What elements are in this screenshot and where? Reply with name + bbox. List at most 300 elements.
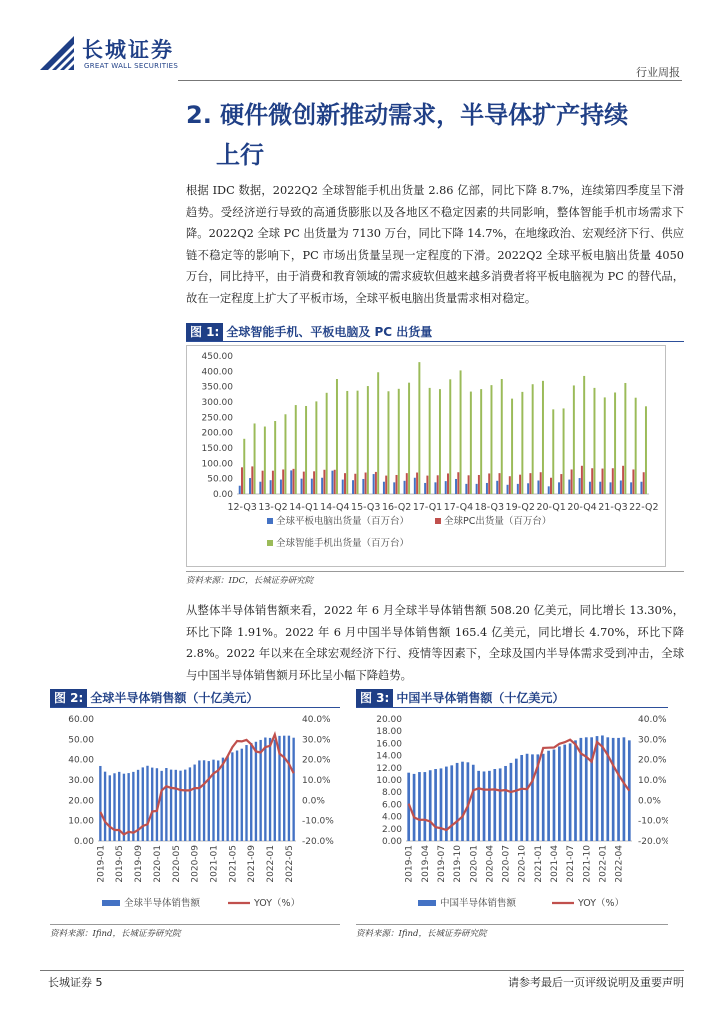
bar-sales: [274, 740, 276, 841]
bar-sales: [418, 772, 421, 841]
bar-phone: [387, 391, 389, 494]
y-tick-label: 450.00: [201, 352, 233, 362]
bar-phone: [377, 372, 379, 494]
x-tick-label: 17-Q1: [412, 502, 443, 513]
bar-tablet: [259, 482, 261, 494]
x-tick-label: 2019-04: [420, 845, 431, 883]
bar-tablet: [424, 483, 426, 494]
bar-sales: [617, 738, 620, 841]
bar-pc: [375, 472, 377, 494]
x-tick-label: 20-Q4: [567, 502, 597, 513]
bar-phone: [573, 385, 575, 494]
global-semiconductor-chart: [50, 709, 340, 921]
x-tick-label: 2020-01: [152, 845, 163, 883]
bar-pc: [478, 475, 480, 494]
bar-pc: [529, 473, 531, 494]
x-tick-label: 2021-09: [247, 845, 258, 883]
bar-sales: [292, 738, 294, 841]
bar-pc: [272, 471, 274, 494]
bar-sales: [142, 767, 144, 841]
bar-phone: [398, 389, 400, 494]
logo-chinese-name: 长城证券: [82, 38, 174, 62]
bar-pc: [334, 470, 336, 494]
figure3-chart: [356, 709, 668, 921]
bar-tablet: [280, 480, 282, 494]
bar-sales: [250, 743, 252, 841]
bar-sales: [515, 759, 518, 841]
y2-tick-label: 10.0%: [302, 776, 331, 786]
x-tick-label: 2020-04: [485, 845, 496, 883]
bar-sales: [450, 765, 453, 841]
bar-sales: [596, 736, 599, 841]
company-logo: [38, 32, 228, 78]
section-title: [186, 95, 686, 175]
bar-tablet: [558, 482, 560, 494]
bar-pc: [344, 473, 346, 494]
body-paragraph-semiconductor: 从整体半导体销售额来看，2022 年 6 月全球半导体销售额 508.20 亿美元，同比增长 13.30%，环比下降 1.91%。2022 年 6 月中国半导体销售额 165.4 亿美元，同比增长 4.70%，环比下降 2.8%。2022 年以来在全球宏观经济下行、疫情等因素下，全球及国内半导体需求受到冲击，全球与中国半导体销售额月环比呈小幅下降趋势。: [186, 604, 684, 682]
bar-sales: [558, 746, 561, 841]
y2-tick-label: -10.0%: [638, 816, 668, 827]
bar-pc: [293, 469, 295, 494]
bar-phone: [460, 370, 462, 494]
section-title-line2: 上行: [216, 141, 264, 169]
bar-sales: [151, 768, 153, 841]
bar-sales: [553, 750, 556, 842]
bar-pc: [591, 468, 593, 494]
bar-tablet: [455, 479, 457, 494]
bar-phone: [254, 423, 256, 494]
figure2-chart: [50, 709, 340, 921]
figure2-header: [50, 689, 340, 708]
x-tick-label: 12-Q3: [227, 502, 257, 513]
bar-sales: [547, 751, 550, 841]
bar-pc: [365, 473, 367, 494]
bar-sales: [236, 751, 238, 841]
bar-sales: [429, 770, 432, 841]
bar-sales: [184, 770, 186, 841]
bar-sales: [104, 772, 106, 841]
bar-sales: [264, 738, 266, 841]
bar-sales: [208, 761, 210, 841]
bar-tablet: [476, 484, 478, 494]
bar-pc: [251, 466, 253, 494]
figure1-title: 全球智能手机、平板电脑及 PC 出货量: [226, 325, 433, 339]
bar-tablet: [311, 479, 313, 494]
bar-sales: [175, 770, 177, 841]
bar-tablet: [548, 486, 550, 494]
x-tick-label: 16-Q2: [381, 502, 412, 513]
bar-tablet: [383, 482, 385, 494]
bar-phone: [470, 392, 472, 494]
section-title-line1: 2. 硬件微创新推动需求，半导体扩产持续: [186, 101, 629, 129]
bar-sales: [165, 768, 167, 841]
bar-pc: [540, 472, 542, 494]
y-tick-label: 2.00: [381, 824, 402, 835]
x-tick-label: 22-Q2: [629, 502, 659, 513]
y2-tick-label: -20.0%: [302, 837, 334, 847]
bar-tablet: [362, 479, 364, 494]
legend-label: 全球PC出货量（百万台）: [444, 516, 552, 527]
x-tick-label: 19-Q2: [505, 502, 535, 513]
figure1-header: [186, 323, 684, 342]
bar-phone: [501, 379, 503, 494]
x-tick-label: 14-Q1: [289, 502, 319, 513]
logo-english-name: GREAT WALL SECURITIES: [84, 62, 179, 70]
bar-phone: [552, 409, 554, 494]
bar-tablet: [393, 482, 395, 494]
bar-phone: [624, 383, 626, 494]
bar-sales: [423, 772, 426, 841]
bar-pc: [282, 469, 284, 494]
y-tick-label: 60.00: [68, 715, 94, 725]
bar-pc: [468, 475, 470, 494]
bar-tablet: [620, 481, 622, 494]
bar-pc: [406, 473, 408, 494]
y-tick-label: 250.00: [201, 413, 233, 424]
bar-phone: [284, 414, 286, 494]
legend-swatch: [267, 518, 273, 524]
bar-tablet: [465, 484, 467, 494]
bar-sales: [488, 771, 491, 841]
bar-sales: [226, 756, 228, 841]
bar-tablet: [414, 478, 416, 494]
x-tick-label: 2021-07: [566, 845, 577, 883]
bar-sales: [510, 763, 513, 841]
bar-pc: [632, 469, 634, 494]
bar-sales: [245, 745, 247, 841]
bar-phone: [315, 401, 317, 494]
x-tick-label: 2022-04: [614, 845, 625, 883]
x-tick-label: 2019-07: [436, 845, 447, 883]
bar-phone: [408, 383, 410, 494]
x-tick-label: 2020-10: [517, 845, 528, 883]
x-tick-label: 2021-05: [228, 845, 239, 883]
x-tick-label: 2022-05: [284, 845, 295, 883]
bar-sales: [283, 736, 285, 841]
bar-phone: [346, 391, 348, 494]
x-tick-label: 2022-01: [266, 845, 277, 883]
y2-tick-label: -10.0%: [302, 816, 334, 827]
x-tick-label: 13-Q2: [258, 502, 288, 513]
body-paragraph-shipments: 根据 IDC 数据，2022Q2 全球智能手机出货量 2.86 亿部，同比下降 8.7%，连续第四季度呈下滑趋势。受经济逆行导致的高通货膨胀以及各地区不稳定因素的共同影响，整体智能手机市场需求下降。2022Q2 全球 PC 出货量为 7130 万台，同比下降 14.7%，在地缘政治、宏观经济下行、供应链不稳定等的影响下，PC 市场出货量呈现一定程度的下滑。2022Q2 全球平板电脑出货量 4050 万台，同比持平，由于消费和教育领域的需求疲软但越来越多消费者将平板电脑视为 PC 的替代品，故在一定程度上扩大了平板市场，全球平板电脑出货量需求相对稳定。: [186, 184, 684, 305]
bar-pc: [643, 472, 645, 494]
x-tick-label: 2020-09: [190, 845, 201, 883]
bar-sales: [623, 737, 626, 841]
y-tick-label: 30.00: [68, 776, 94, 786]
bar-sales: [531, 754, 534, 841]
bar-phone: [490, 385, 492, 494]
bar-tablet: [270, 480, 272, 494]
bar-sales: [563, 745, 566, 841]
bar-phone: [532, 384, 534, 494]
bar-sales: [456, 763, 459, 841]
bar-tablet: [496, 481, 498, 494]
bar-sales: [461, 762, 464, 841]
figure3-tag: 图 3:: [356, 689, 393, 707]
bar-sales: [189, 767, 191, 841]
footer-disclaimer: 请参考最后一页评级说明及重要声明: [508, 976, 684, 989]
bar-phone: [243, 439, 245, 494]
bar-phone: [439, 389, 441, 494]
bar-sales: [477, 771, 480, 841]
bar-sales: [109, 775, 111, 841]
y-tick-label: 150.00: [201, 444, 233, 454]
bar-pc: [416, 473, 418, 494]
figure2-source: 资料来源：Ifind，长城证券研究院: [50, 924, 340, 936]
bar-phone: [449, 379, 451, 494]
bar-tablet: [610, 482, 612, 494]
bar-tablet: [527, 483, 529, 494]
shipments-bar-chart: [187, 346, 665, 566]
y-tick-label: 12.00: [376, 763, 402, 774]
bar-sales: [601, 735, 604, 841]
bar-sales: [542, 754, 545, 841]
legend-label: 全球智能手机出货量（百万台）: [276, 538, 410, 549]
bar-tablet: [445, 481, 447, 494]
x-tick-label: 2021-01: [209, 845, 220, 883]
y-tick-label: 200.00: [201, 428, 233, 439]
bar-sales: [217, 760, 219, 841]
y2-tick-label: -20.0%: [638, 837, 668, 847]
bar-phone: [480, 389, 482, 494]
x-tick-label: 2021-04: [549, 845, 560, 883]
bar-sales: [520, 755, 523, 841]
y2-tick-label: 40.0%: [302, 715, 331, 725]
bar-tablet: [342, 480, 344, 494]
bar-tablet: [404, 481, 406, 494]
figure1-source: 资料来源：IDC，长城证券研究院: [186, 571, 684, 583]
great-wall-logo-icon: [38, 34, 76, 72]
bar-phone: [583, 376, 585, 494]
bar-tablet: [486, 483, 488, 494]
report-type-label: 行业周报: [636, 66, 680, 79]
bar-tablet: [537, 481, 539, 494]
bar-phone: [593, 388, 595, 494]
y-tick-label: 6.00: [381, 800, 402, 811]
y-tick-label: 20.00: [376, 715, 402, 725]
y-tick-label: 40.00: [68, 755, 94, 766]
y-tick-label: 100.00: [201, 459, 233, 470]
legend-label-bar: 中国半导体销售额: [440, 898, 517, 909]
bar-tablet: [599, 482, 601, 494]
bar-tablet: [507, 485, 509, 494]
bar-phone: [635, 398, 637, 494]
bar-pc: [385, 476, 387, 494]
y-tick-label: 4.00: [381, 812, 402, 823]
legend-swatch-bar: [102, 900, 120, 906]
y2-tick-label: 40.0%: [638, 715, 667, 725]
bar-tablet: [434, 482, 436, 494]
x-tick-label: 2022-01: [598, 845, 609, 883]
figure2-title: 全球半导体销售额（十亿美元）: [90, 691, 259, 705]
legend-label: 全球平板电脑出货量（百万台）: [276, 516, 410, 527]
bar-pc: [509, 476, 511, 494]
bar-pc: [447, 473, 449, 494]
bar-sales: [590, 737, 593, 841]
bar-sales: [241, 749, 243, 841]
figure3-header: [356, 689, 668, 708]
bar-pc: [313, 471, 315, 494]
legend-label-line: YOY（%）: [254, 898, 301, 909]
bar-tablet: [331, 471, 333, 494]
x-tick-label: 21-Q3: [598, 502, 628, 513]
y-tick-label: 8.00: [381, 788, 402, 799]
y-tick-label: 20.00: [68, 796, 94, 807]
bar-sales: [193, 765, 195, 841]
x-tick-label: 2020-01: [469, 845, 480, 883]
bar-pc: [550, 478, 552, 494]
x-tick-label: 14-Q4: [320, 502, 350, 513]
bar-pc: [488, 473, 490, 494]
x-tick-label: 2019-05: [115, 845, 126, 883]
bar-sales: [440, 768, 443, 841]
bar-pc: [622, 466, 624, 494]
bar-pc: [602, 469, 604, 494]
bar-sales: [569, 743, 572, 841]
x-tick-label: 2021-01: [533, 845, 544, 883]
bar-pc: [457, 472, 459, 494]
x-tick-label: 2019-01: [96, 845, 107, 883]
bar-sales: [222, 758, 224, 841]
bar-pc: [437, 475, 439, 494]
bar-pc: [323, 470, 325, 494]
bar-sales: [269, 738, 271, 841]
bar-sales: [472, 765, 475, 841]
bar-pc: [396, 475, 398, 494]
bar-sales: [526, 754, 529, 841]
bar-phone: [264, 427, 266, 494]
bar-phone: [645, 406, 647, 494]
y2-tick-label: 20.0%: [302, 755, 331, 766]
footer-divider: [40, 970, 684, 971]
bar-phone: [604, 397, 606, 494]
legend-label-line: YOY（%）: [578, 898, 625, 909]
bar-pc: [571, 469, 573, 494]
bar-tablet: [239, 486, 241, 494]
legend-label-bar: 全球半导体销售额: [124, 898, 201, 909]
bar-phone: [336, 379, 338, 494]
bar-phone: [511, 399, 513, 494]
bar-sales: [146, 766, 148, 841]
bar-sales: [434, 769, 437, 841]
y-tick-label: 400.00: [201, 367, 233, 378]
bar-phone: [305, 406, 307, 494]
y-tick-label: 10.00: [68, 816, 94, 827]
footer-page-number: 长城证券 5: [48, 976, 103, 989]
bar-phone: [274, 421, 276, 494]
bar-pc: [262, 471, 264, 494]
y-tick-label: 16.00: [376, 739, 402, 750]
bar-tablet: [640, 482, 642, 494]
bar-tablet: [249, 478, 251, 494]
y2-tick-label: 0.0%: [638, 796, 661, 807]
bar-tablet: [589, 482, 591, 494]
y2-tick-label: 30.0%: [302, 735, 331, 746]
x-tick-label: 2019-10: [453, 845, 464, 883]
y-tick-label: 350.00: [201, 382, 233, 393]
header-divider: [178, 80, 682, 81]
bar-phone: [326, 393, 328, 494]
x-tick-label: 17-Q4: [443, 502, 474, 513]
bar-sales: [198, 760, 200, 841]
bar-tablet: [290, 470, 292, 494]
y2-tick-label: 30.0%: [638, 735, 667, 746]
bar-sales: [123, 774, 125, 841]
bar-pc: [354, 474, 356, 494]
bar-pc: [499, 473, 501, 494]
bar-sales: [259, 740, 261, 841]
bar-phone: [418, 362, 420, 494]
bar-phone: [542, 381, 544, 494]
bar-sales: [203, 760, 205, 841]
bar-sales: [504, 766, 507, 841]
bar-sales: [574, 740, 577, 841]
figure2-tag: 图 2:: [50, 689, 87, 707]
bar-phone: [429, 388, 431, 494]
x-tick-label: 2020-07: [501, 845, 512, 883]
y2-tick-label: 0.0%: [302, 796, 325, 807]
bar-tablet: [517, 484, 519, 494]
bar-sales: [160, 771, 162, 841]
bar-pc: [426, 476, 428, 494]
y-tick-label: 0.00: [381, 837, 402, 847]
bar-sales: [231, 752, 233, 841]
bar-pc: [581, 466, 583, 494]
bar-pc: [560, 474, 562, 494]
bar-tablet: [321, 478, 323, 494]
bar-pc: [519, 475, 521, 494]
y-tick-label: 50.00: [207, 474, 233, 485]
bar-phone: [357, 391, 359, 494]
legend-swatch-bar: [418, 900, 436, 906]
bar-phone: [295, 405, 297, 494]
bar-pc: [241, 467, 243, 494]
y-tick-label: 14.00: [376, 751, 402, 762]
bar-phone: [521, 392, 523, 494]
y-tick-label: 0.00: [73, 837, 94, 847]
x-tick-label: 2020-05: [171, 845, 182, 883]
bar-phone: [367, 386, 369, 494]
bar-tablet: [373, 474, 375, 494]
y2-tick-label: 20.0%: [638, 755, 667, 766]
y-tick-label: 50.00: [68, 735, 94, 746]
bar-pc: [303, 472, 305, 494]
bar-phone: [563, 408, 565, 494]
bar-sales: [493, 769, 496, 841]
bar-sales: [179, 771, 181, 841]
figure3-title: 中国半导体销售额（十亿美元）: [396, 691, 565, 705]
y-tick-label: 18.00: [376, 727, 402, 738]
bar-sales: [585, 737, 588, 841]
bar-tablet: [630, 482, 632, 494]
bar-sales: [499, 768, 502, 841]
y-tick-label: 300.00: [201, 398, 233, 408]
china-semiconductor-chart: [356, 709, 668, 921]
bar-phone: [614, 392, 616, 494]
bar-sales: [99, 766, 101, 841]
bar-sales: [255, 742, 257, 841]
x-tick-label: 2019-09: [134, 845, 145, 883]
x-tick-label: 2021-10: [582, 845, 593, 883]
bar-tablet: [568, 480, 570, 494]
x-tick-label: 18-Q3: [474, 502, 505, 513]
bar-sales: [413, 774, 416, 841]
y2-tick-label: 10.0%: [638, 776, 667, 786]
figure1-chart: [186, 345, 666, 567]
bar-pc: [612, 468, 614, 494]
bar-sales: [170, 770, 172, 841]
legend-swatch: [435, 518, 441, 524]
